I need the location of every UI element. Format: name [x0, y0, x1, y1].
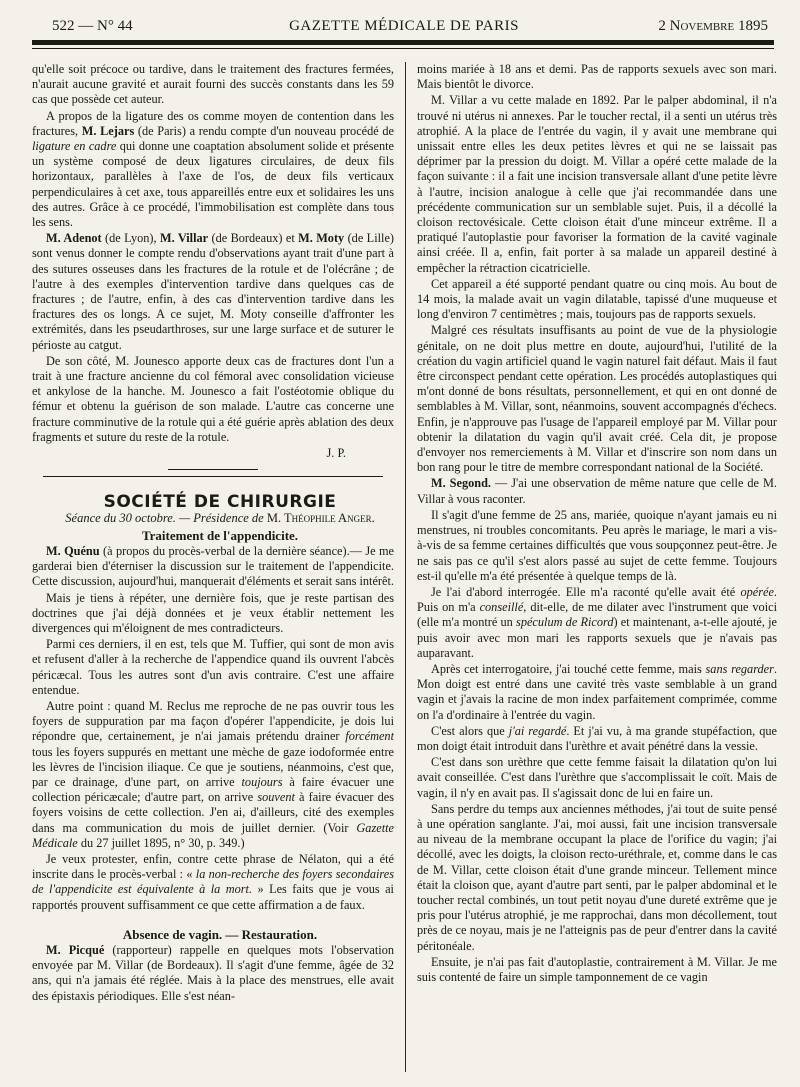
- header-rule-thick: [32, 40, 774, 45]
- paragraph: qu'elle soit précoce ou tardive, dans le traitement des fractures fermées, n'aurait aucune gravité et aurait fourni des succès constants dans les 59 cas que possède cet auteur.: [32, 62, 394, 107]
- section-title: SOCIÉTÉ DE CHIRURGIE: [103, 492, 337, 513]
- paragraph: M. Quénu (à propos du procès-verbal de la dernière séance).— Je me garderai bien d'éterniser la discussion sur le traitement de l'appendicite. Cette discussion, aujourd'hui, manquerait d'éléments et serait sans intérêt.: [32, 543, 394, 589]
- column-divider: [405, 62, 406, 1072]
- page-header: [30, 14, 778, 36]
- right-column: [417, 62, 777, 1077]
- paragraph: moins mariée à 18 ans et demi. Pas de rapports sexuels avec son mari. Mais bientôt le divorce.: [417, 62, 777, 92]
- paragraph: A propos de la ligature des os comme moyen de contention dans les fractures, M. Lejars (de Paris) a rendu compte d'un nouveau procédé de ligature en cadre qui donne une coaptation absolument solide et présente un système composé de deux ligatures circulaires, de deux fils horizontaux, parallèles à l'axe de l'os, de deux fils verticaux perpendiculaires à cet axe, tous appareillés entre eux et solidaires les uns des autres. Grâce à ce procédé, l'immobilisation est complète dans tous les sens.: [32, 108, 394, 230]
- author-name: M. Adenot: [46, 231, 102, 246]
- issue-date: 2 Novembre 1895: [658, 18, 768, 34]
- paragraph: Cet appareil a été supporté pendant quatre ou cinq mois. Au bout de 14 mois, la malade avait un vagin dilatable, tapissé d'une muqueuse et long d'environ 7 centimètres ; mais, toujours pas de rapports sexuels.: [417, 276, 777, 322]
- paragraph: M. Villar a vu cette malade en 1892. Par le palper abdominal, il n'a trouvé ni utérus ni annexes. Par le toucher rectal, il a senti un utérus très atrophié. A la place de l'entrée du vagin, il y avait une membrane qui unissait entre elles les deux petites lèvres et qui ne se laissait pas déprimer par la pression du doigt. M. Villar a opéré cette malade de la façon suivante : il a fait une incision transversale allant d'une petite lèvre à l'autre, incision analogue à celle que j'ai recommandée dans une précédente communication sur un semblable sujet. Puis, il a décollé la cloison rectovésicale. Cette cloison était d'une minceur extrême. Il a pratiqué l'autoplastie pour favoriser la formation de la cavité vaginale ainsi créée. Il a, enfin, fait porter à sa malade un appareil destiné à empêcher la rétraction cicatricielle.: [417, 93, 777, 275]
- left-column: [32, 62, 394, 1077]
- paragraph: Parmi ces derniers, il en est, tels que M. Tuffier, qui sont de mon avis et refusent d'aller à la recherche de l'appendice quand ils ouvrent l'abcès péricæcal. Tous les autres sont d'un avis contraire. C'est une affaire entendue.: [32, 637, 394, 697]
- paragraph: C'est dans son urèthre que cette femme faisait la dilatation qu'on lui avait conseillée. C'est dans l'urèthre que s'accomplissait le coït. Mais de vagin, il n'y en avait pas. Il s'agissait donc de lui en faire un.: [417, 755, 777, 800]
- author-name: M. Moty: [298, 231, 345, 246]
- session-line: Séance du 30 octobre. — Présidence de M. Théophile Anger.: [65, 511, 375, 526]
- header-rule-thin: [32, 48, 774, 49]
- paragraph: M. Adenot (de Lyon), M. Villar (de Bordeaux) et M. Moty (de Lille) sont venus donner le compte rendu d'observations ayant trait d'une part à des sutures osseuses dans les fractures de la rotule et de l'olécrâne ; de l'autre à des exemples d'intervention tardive dans quelques cas de fractures ; de l'autre, enfin, à des cas d'intervention tardive dans les fractures des os longs. A ce sujet, M. Moty conseille d'affronter les extrémités, dans les pseudarthroses, sur une large surface et de suturer le périoste au catgut.: [32, 231, 394, 352]
- paragraph: Ensuite, je n'ai pas fait d'autoplastie, contrairement à M. Villar. Je me suis contenté de faire un simple tamponnement de ce vagin: [417, 954, 777, 984]
- journal-title: GAZETTE MÉDICALE DE PARIS: [289, 18, 519, 34]
- subsection-title: Absence de vagin. — Restauration.: [122, 926, 318, 942]
- page-number: 522 — N° 44: [52, 18, 133, 34]
- paragraph: Sans perdre du temps aux anciennes méthodes, j'ai tout de suite pensé à une opération sanglante. J'ai, moi aussi, fait une incision transversale au niveau de la membrane occupant la place de l'orifice du vagin; j'ai décollé, avec les doigts, la cloison recto-uréthrale, et, comme dans le cas de M. Villar, cette cloison était d'une grande minceur. Tellement mince était la cloison que, ayant d'autre part senti, par le palper abdominal et le toucher rectal combinés, un tout petit noyau d'une dureté extrême que je pris pour l'utérus atrophié, je me rapprochai, dans mon décollement, tout près de ce noyau, mais je ne l'atteignis pas de peur d'entrer dans la cavité péritonéale.: [417, 801, 777, 953]
- paragraph: Je l'ai d'abord interrogée. Elle m'a raconté qu'elle avait été opérée. Puis on m'a conseillé, dit-elle, de me dilater avec l'instrument que voici (elle m'a montré un spéculum de Ricord) et maintenant, a-t-elle ajouté, je puis avoir avec mon mari les rapports sexuels que je n'avais pas auparavant.: [417, 584, 777, 660]
- subsection-title: Traitement de l'appendicite.: [141, 527, 299, 543]
- paragraph: M. Picqué (rapporteur) rappelle en quelques mots l'observation envoyée par M. Villar (de Bordeaux). Il s'agit d'une femme, âgée de 32 ans, qui n'a jamais été réglée. Mais à la place des menstrues, elle avait des épistaxis périodiques. Elle s'est néan-: [32, 942, 394, 1003]
- separator-short: [168, 469, 258, 470]
- signature: J. P.: [326, 446, 346, 461]
- paragraph: C'est alors que j'ai regardé. Et j'ai vu, à ma grande stupéfaction, que mon doigt était introduit dans l'urèthre et avait pénétré dans la vessie.: [417, 723, 777, 753]
- author-name: M. Lejars: [81, 123, 135, 138]
- paragraph: M. Segond. — J'ai une observation de même nature que celle de M. Villar à vous raconter.: [417, 476, 777, 506]
- paragraph: Il s'agit d'une femme de 25 ans, mariée, quoique n'ayant jamais eu ni menstrues, ni troubles concomitants. Peu après le mariage, le mari a vis-à-vis de sa femme certaines difficultés que vous soupçonnez peut-être. Je ne sais pas ce qu'il s'est alors passé au sujet de cette femme. Toujours est-il qu'elle m'a été présentée à quelque temps de là.: [417, 507, 777, 583]
- paragraph: Malgré ces résultats insuffisants au point de vue de la physiologie génitale, on ne doit plus mettre en doute, aujourd'hui, l'utilité de la création du vagin artificiel quand le vagin naturel fait défaut. Mais il faut être circonspect pendant cette opération. Les procédés autoplastiques qui m'ont donné de bons résultats, personnellement, et qui en ont donné de semblables à M. Villar, sont, néanmoins, souvent accompagnés d'échecs. Enfin, je n'approuve pas l'usage de l'appareil employé par M. Villar pour obtenir la dilatation du vagin qu'il avait créé. Cela dit, je propose d'envoyer nos remerciements à M. Villar et d'inscrire son nom dans un bon rang pour le titre de membre correspondant national de la Société.: [417, 323, 777, 475]
- author-name: M. Segond.: [431, 476, 492, 491]
- paragraph: Autre point : quand M. Reclus me reproche de ne pas ouvrir tous les foyers de suppuration par ma façon d'opérer l'appendicite, je dois lui répondre que, certainement, je n'ai jamais prétendu drainer forcément tous les foyers suppurés en mettant une mèche de gaze iodoformée entre les lèvres de l'incision iliaque. Ce que je soutiens, néanmoins, c'est que, par ce drainage, d'une part, on arrive toujours à faire évacuer une collection péricæcale; d'autre part, on arrive souvent à faire évacuer des foyers voisins de cette collection. J'en ai, d'ailleurs, cité des exemples dans ma communication du mois de juillet dernier. (Voir Gazette Médicale du 27 juillet 1895, n° 30, p. 349.): [32, 698, 394, 850]
- separator-long: [43, 476, 383, 477]
- author-name: M. Quénu: [46, 543, 100, 558]
- paragraph: Après cet interrogatoire, j'ai touché cette femme, mais sans regarder. Mon doigt est entré dans une cavité très vaste semblable à un grand vagin et j'avais la racine de mon index parfaitement comprimée, comme on l'a d'ordinaire à l'entrée du vagin.: [417, 661, 777, 722]
- paragraph: Mais je tiens à répéter, une dernière fois, que je reste partisan des doctrines que j'ai déjà données et je veux établir nettement les divergences qui m'éloignent de mes contradicteurs.: [32, 590, 394, 635]
- paragraph: Je veux protester, enfin, contre cette phrase de Nélaton, qui a été inscrite dans le procès-verbal : « la non-recherche des foyers secondaires de l'appendicite est équivalente à la mort. » Les faits que je vous ai rapportés prouvent suffisamment ce que cette affirmation a de faux.: [32, 851, 394, 912]
- paragraph: De son côté, M. Jounesco apporte deux cas de fractures dont l'un a trait à une fracture ancienne du col fémoral avec consolidation vicieuse et ankylose de la hanche. M. Jounesco a fait l'ostéotomie oblique du fémur et obtenu la guérison de son malade. L'autre cas concerne une fracture comminutive de la rotule qui a été guérie après ablation des deux fragments et suture du reste de la rotule.: [32, 353, 394, 444]
- author-name: M. Picqué: [46, 942, 105, 957]
- author-name: M. Villar: [159, 231, 209, 246]
